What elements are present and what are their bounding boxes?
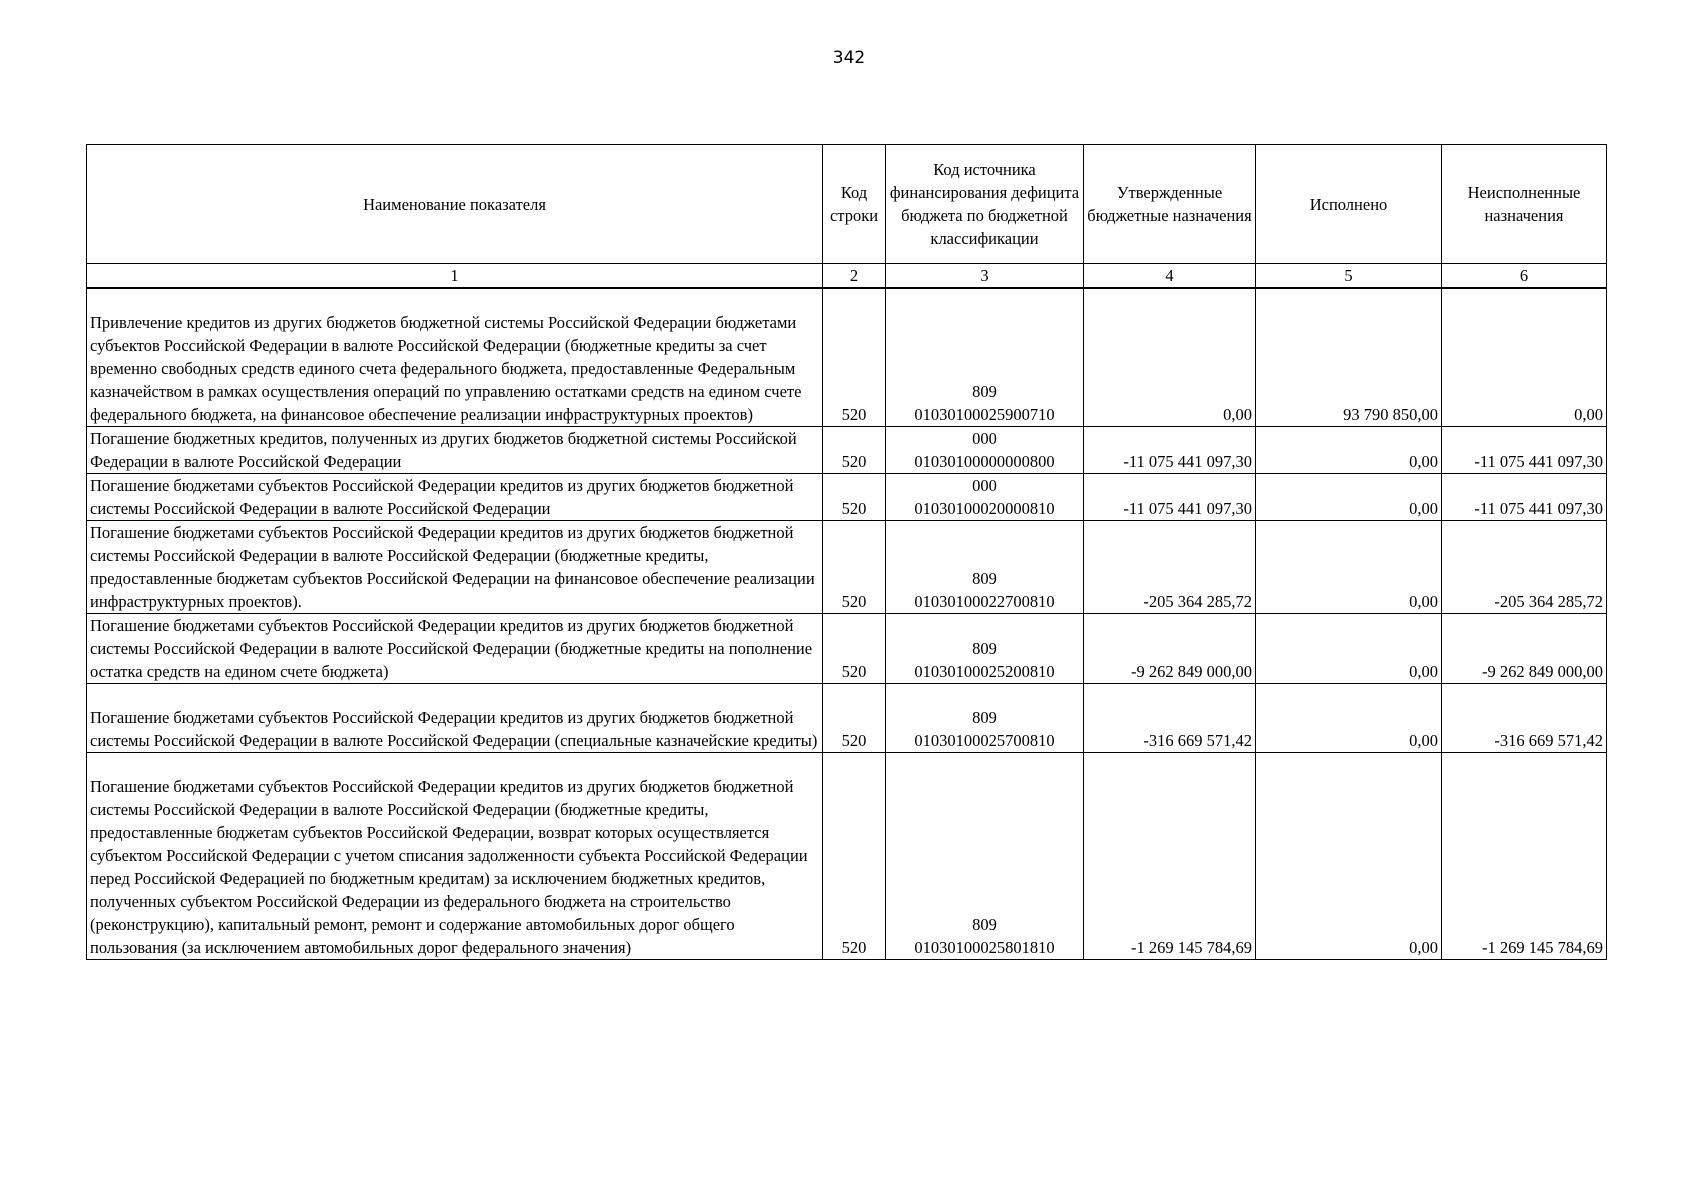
unexecuted-value: -1 269 145 784,69 <box>1442 752 1607 959</box>
indicator-name <box>87 426 823 473</box>
header-source-code: Код источника финансирования дефицита бюджета по бюджетной классификации <box>886 145 1084 264</box>
unexecuted-value: -9 262 849 000,00 <box>1442 613 1607 683</box>
table-row <box>87 613 1607 683</box>
column-number: 4 <box>1084 264 1256 289</box>
column-number: 1 <box>87 264 823 289</box>
source-code: 01030100022700810 <box>914 591 1055 611</box>
line-code: 520 <box>823 752 886 959</box>
table-row <box>87 426 1607 473</box>
source-code: 01030100025200810 <box>914 661 1055 681</box>
source-code: 01030100025801810 <box>914 937 1055 957</box>
approved-value: -11 075 441 097,30 <box>1084 473 1256 520</box>
source-code: 01030100000000800 <box>914 451 1055 471</box>
source-code-cell <box>886 426 1084 473</box>
source-code: 01030100020000810 <box>914 498 1055 518</box>
approved-value: -11 075 441 097,30 <box>1084 426 1256 473</box>
column-number: 6 <box>1442 264 1607 289</box>
line-code: 520 <box>823 520 886 613</box>
column-number: 5 <box>1256 264 1442 289</box>
admin-code: 809 <box>972 914 997 934</box>
source-code-cell <box>886 752 1084 959</box>
line-code: 520 <box>823 613 886 683</box>
approved-value: -9 262 849 000,00 <box>1084 613 1256 683</box>
indicator-name-text: Погашение бюджетами субъектов Российской Федерации кредитов из других бюджетов бюджетной системы Российской Федерации в валюте Российской Федерации <box>90 475 794 518</box>
header-unexecuted: Неисполненные назначения <box>1442 145 1607 264</box>
indicator-name <box>87 613 823 683</box>
column-number: 2 <box>823 264 886 289</box>
indicator-name-text: Привлечение кредитов из других бюджетов бюджетной системы Российской Федерации бюджетами субъектов Российской Федерации в валюте Российской Федерации (бюджетные кредиты за счет временно свободных средств единого счета федерального бюджета, предоставленные Федеральным казначейством в рамках осуществления операций по управлению остатками средств на едином счете федерального бюджета, на финансовое обеспечение реализации инфраструктурных проектов) <box>90 312 802 424</box>
source-code-cell <box>886 613 1084 683</box>
executed-value: 0,00 <box>1256 683 1442 752</box>
executed-value: 0,00 <box>1256 613 1442 683</box>
line-code: 520 <box>823 683 886 752</box>
executed-value: 93 790 850,00 <box>1256 288 1442 426</box>
table-row <box>87 752 1607 959</box>
header-executed: Исполнено <box>1256 145 1442 264</box>
executed-value: 0,00 <box>1256 426 1442 473</box>
header-indicator-name: Наименование показателя <box>87 145 823 264</box>
column-number-row <box>87 264 1607 289</box>
header-row <box>87 145 1607 264</box>
executed-value: 0,00 <box>1256 752 1442 959</box>
unexecuted-value: -205 364 285,72 <box>1442 520 1607 613</box>
source-code: 01030100025900710 <box>914 404 1055 424</box>
admin-code: 809 <box>972 638 997 658</box>
indicator-name-text: Погашение бюджетных кредитов, полученных из других бюджетов бюджетной системы Российской Федерации в валюте Российской Федерации <box>90 428 797 471</box>
page-number: 342 <box>832 48 866 68</box>
unexecuted-value: -11 075 441 097,30 <box>1442 473 1607 520</box>
executed-value: 0,00 <box>1256 520 1442 613</box>
unexecuted-value: -11 075 441 097,30 <box>1442 426 1607 473</box>
approved-value: -205 364 285,72 <box>1084 520 1256 613</box>
approved-value: 0,00 <box>1084 288 1256 426</box>
column-number: 3 <box>886 264 1084 289</box>
approved-value: -1 269 145 784,69 <box>1084 752 1256 959</box>
indicator-name-text: Погашение бюджетами субъектов Российской Федерации кредитов из других бюджетов бюджетной системы Российской Федерации в валюте Российской Федерации (бюджетные кредиты, предоставленные бюджетам субъектов Российской Федерации на финансовое обеспечение реализации инфраструктурных проектов). <box>90 522 815 611</box>
budget-sources-table <box>86 144 1607 960</box>
approved-value: -316 669 571,42 <box>1084 683 1256 752</box>
indicator-name <box>87 683 823 752</box>
indicator-name <box>87 473 823 520</box>
unexecuted-value: -316 669 571,42 <box>1442 683 1607 752</box>
table-row <box>87 288 1607 426</box>
admin-code: 000 <box>972 475 997 495</box>
indicator-name <box>87 288 823 426</box>
admin-code: 809 <box>972 707 997 727</box>
header-line-code: Код строки <box>823 145 886 264</box>
source-code-cell <box>886 473 1084 520</box>
source-code-cell <box>886 288 1084 426</box>
indicator-name <box>87 752 823 959</box>
table-row <box>87 473 1607 520</box>
source-code: 01030100025700810 <box>914 730 1055 750</box>
admin-code: 000 <box>972 428 997 448</box>
source-code-cell <box>886 520 1084 613</box>
indicator-name-text: Погашение бюджетами субъектов Российской Федерации кредитов из других бюджетов бюджетной системы Российской Федерации в валюте Российской Федерации (специальные казначейские кредиты) <box>90 707 818 750</box>
indicator-name <box>87 520 823 613</box>
line-code: 520 <box>823 426 886 473</box>
admin-code: 809 <box>972 568 997 588</box>
admin-code: 809 <box>972 381 997 401</box>
unexecuted-value: 0,00 <box>1442 288 1607 426</box>
indicator-name-text: Погашение бюджетами субъектов Российской Федерации кредитов из других бюджетов бюджетной системы Российской Федерации в валюте Российской Федерации (бюджетные кредиты, предоставленные бюджетам субъектов Российской Федерации, возврат которых осуществляется субъектом Российской Федерации с учетом списания задолженности субъекта Российской Федерации перед Российской Федерацией по бюджетным кредитам) за исключением бюджетных кредитов, полученных субъектом Российской Федерации из федерального бюджета на строительство (реконструкцию), капитальный ремонт, ремонт и содержание автомобильных дорог общего пользования (за исключением автомобильных дорог федерального значения) <box>90 776 808 957</box>
table-row <box>87 683 1607 752</box>
header-approved: Утвержденные бюджетные назначения <box>1084 145 1256 264</box>
line-code: 520 <box>823 473 886 520</box>
executed-value: 0,00 <box>1256 473 1442 520</box>
indicator-name-text: Погашение бюджетами субъектов Российской Федерации кредитов из других бюджетов бюджетной системы Российской Федерации в валюте Российской Федерации (бюджетные кредиты на пополнение остатка средств на едином счете бюджета) <box>90 615 813 681</box>
source-code-cell <box>886 683 1084 752</box>
line-code: 520 <box>823 288 886 426</box>
table-row <box>87 520 1607 613</box>
